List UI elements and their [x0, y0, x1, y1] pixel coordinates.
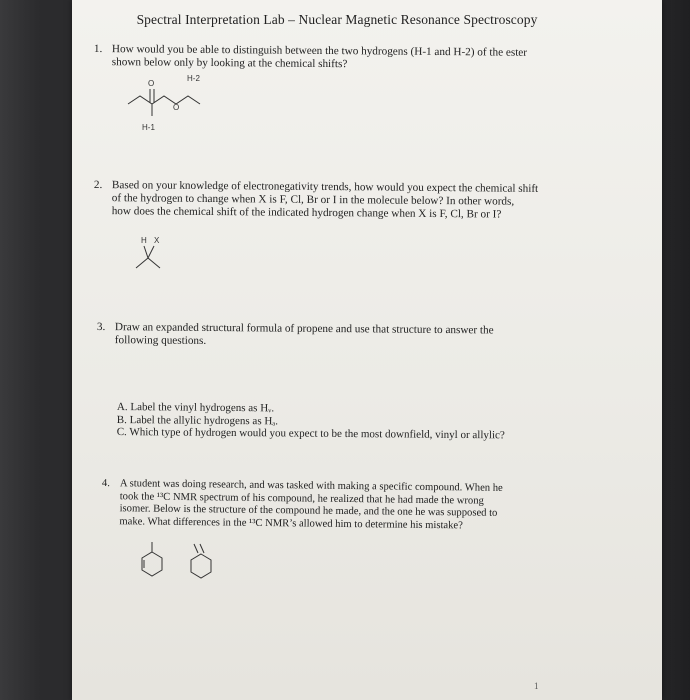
question-line: how does the chemical shift of the indicated hydrogen change when X is F, Cl, Br or I? — [111, 205, 502, 221]
isomer-structures — [134, 540, 234, 590]
haloalkane-structure — [130, 234, 180, 274]
ester-skeleton-bonds — [128, 96, 200, 104]
question-4 — [101, 478, 502, 533]
bond — [144, 246, 148, 258]
double-bond — [200, 544, 204, 553]
hydrogen-label: H — [141, 236, 147, 245]
question-text — [112, 43, 527, 73]
question-text — [119, 478, 502, 533]
bond — [194, 544, 198, 553]
page-number: 1 — [534, 681, 539, 691]
question-line: Draw an expanded structural formula of propene and use that structure to answer the — [114, 321, 494, 337]
question-line: isomer. Below is the structure of the compound he made, and the one he was supposed to — [119, 503, 498, 519]
bond — [148, 258, 160, 268]
question-text — [112, 179, 539, 222]
bond — [136, 258, 148, 268]
worksheet-page — [72, 0, 662, 700]
question-line: following questions. — [114, 334, 207, 347]
carbonyl-oxygen-label: O — [148, 79, 155, 88]
question-line: shown below only by looking at the chemical shifts? — [111, 56, 348, 71]
h1-label: H-1 — [142, 123, 155, 132]
question-2 — [94, 179, 539, 222]
question-line: A student was doing research, and was tasked with making a specific compound. When he — [119, 478, 503, 494]
question-line: make. What differences in the ¹³C NMR’s allowed him to determine his mistake? — [119, 515, 463, 531]
ester-oxygen-label: O — [173, 103, 180, 112]
page-title: Spectral Interpretation Lab – Nuclear Magnetic Resonance Spectroscopy — [136, 12, 538, 27]
question-1 — [94, 43, 527, 73]
subpart-b: B. Label the allylic hydrogens as Hₐ. — [116, 413, 279, 427]
question-3 — [97, 321, 494, 350]
h2-label: H-2 — [187, 74, 200, 83]
question-number: 4. — [101, 478, 110, 490]
ester-structure — [122, 72, 232, 134]
question-number: 1. — [93, 43, 103, 56]
question-text — [115, 321, 494, 350]
question-line: Based on your knowledge of electronegativity trends, how would you expect the chemical shift — [111, 179, 539, 195]
methylcyclohexene-structure — [142, 542, 162, 576]
question-line: How would you be able to distinguish between the two hydrogens (H-1 and H-2) of the ester — [111, 43, 528, 59]
question-line: took the ¹³C NMR spectrum of his compound, he realized that he had made the wrong — [119, 490, 484, 507]
subpart-a: A. Label the vinyl hydrogens as Hᵥ. — [116, 401, 275, 415]
question-number: 3. — [96, 321, 106, 334]
question-line: of the hydrogen to change when X is F, Cl, Br or I in the molecule below? In other words, — [111, 192, 515, 208]
bond — [148, 246, 154, 258]
ring-bonds — [142, 552, 162, 576]
question-3-subparts — [117, 401, 505, 442]
methylenecyclohexane-structure — [191, 544, 211, 578]
question-number: 2. — [93, 179, 103, 192]
halogen-x-label: X — [154, 236, 160, 245]
ring-bonds — [191, 554, 211, 578]
subpart-c: C. Which type of hydrogen would you expect to be the most downfield, vinyl or allylic? — [116, 425, 505, 442]
